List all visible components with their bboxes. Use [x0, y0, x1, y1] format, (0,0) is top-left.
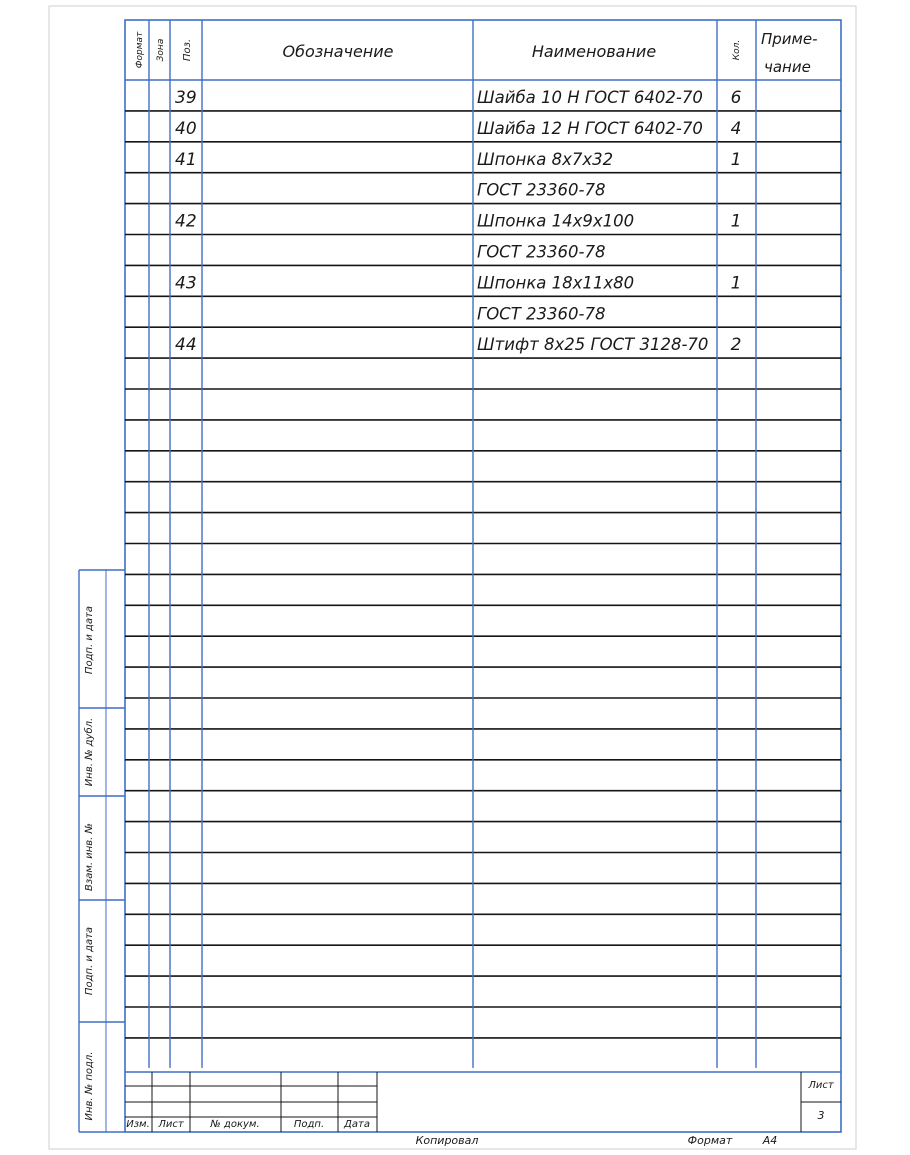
row-position: 43: [175, 273, 197, 294]
row-name: ГОСТ 23360-78: [477, 242, 606, 262]
header-pos: Поз.: [182, 38, 193, 62]
tb-date: Дата: [344, 1119, 370, 1130]
row-position: 44: [175, 335, 197, 356]
tb-sheet-number: 3: [817, 1109, 825, 1122]
row-position: 39: [175, 88, 197, 108]
row-name: Шпонка 14х9х100: [477, 211, 635, 231]
row-quantity: 1: [730, 273, 742, 294]
table-row: [477, 243, 605, 262]
side-vzam-inv: Взам. инв. №: [84, 823, 95, 891]
table-row: [175, 273, 741, 293]
row-name: Шпонка 8х7х32: [477, 149, 614, 169]
footer-format-label: Формат: [687, 1134, 733, 1147]
header-zone: Зона: [156, 38, 166, 62]
side-inv-dubl: Инв. № дубл.: [84, 717, 95, 787]
row-position: 40: [175, 118, 197, 139]
row-name: Шпонка 18х11х80: [477, 273, 635, 293]
tb-izm: Изм.: [126, 1119, 150, 1130]
tb-sign: Подп.: [293, 1119, 325, 1130]
header-qty: Кол.: [732, 39, 742, 61]
tb-list: Лист: [158, 1119, 184, 1130]
table-row: [477, 304, 605, 323]
tb-doc-no: № докум.: [210, 1119, 260, 1130]
row-quantity: 2: [730, 335, 742, 356]
spec-rows: [175, 88, 742, 355]
footer-copied: Копировал: [415, 1134, 479, 1147]
side-sign-date-1: Подп. и дата: [84, 605, 95, 675]
header-note-line1: Приме-: [761, 30, 818, 48]
row-quantity: 6: [730, 88, 742, 108]
header-name: Наименование: [531, 42, 657, 61]
row-name: ГОСТ 23360-78: [477, 180, 606, 200]
row-name: ГОСТ 23360-78: [477, 304, 606, 324]
row-position: 42: [175, 211, 197, 232]
row-quantity: 1: [730, 211, 742, 232]
tb-sheet-label: Лист: [808, 1080, 834, 1091]
table-row: [175, 119, 741, 139]
row-name: Шайба 10 Н ГОСТ 6402-70: [477, 88, 703, 107]
row-position: 41: [175, 149, 197, 170]
spec-table-grid: [79, 20, 841, 1132]
header-designation: Обозначение: [282, 42, 394, 61]
side-inv-podl: Инв. № подл.: [84, 1051, 95, 1121]
row-quantity: 4: [730, 118, 742, 139]
table-row: [175, 212, 741, 232]
table-row: [477, 181, 605, 200]
table-row: [175, 150, 741, 170]
row-name: Шайба 12 Н ГОСТ 6402-70: [477, 118, 703, 138]
footer-format-value: А4: [762, 1134, 778, 1147]
header-note-line2: чание: [764, 58, 811, 76]
row-name: Штифт 8х25 ГОСТ 3128-70: [477, 335, 709, 355]
header-format: Формат: [135, 31, 145, 69]
side-sign-date-2: Подп. и дата: [84, 926, 95, 996]
row-quantity: 1: [730, 149, 742, 170]
table-row: [175, 88, 742, 108]
table-row: [175, 335, 741, 355]
